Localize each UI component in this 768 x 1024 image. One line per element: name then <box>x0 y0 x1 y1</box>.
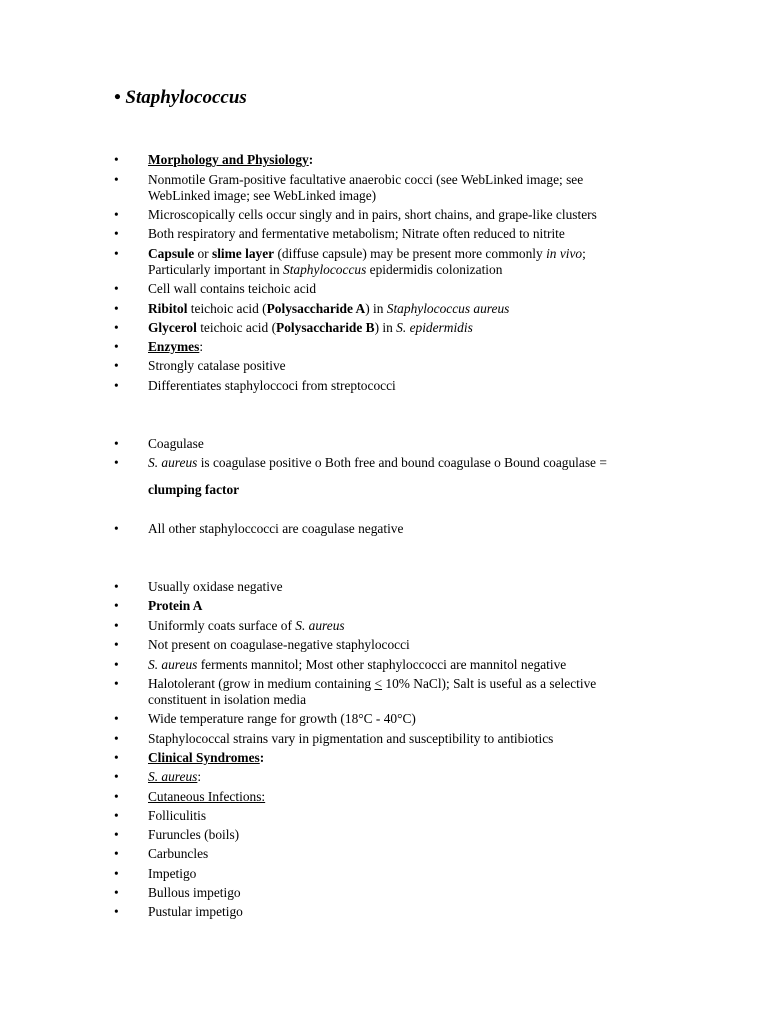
bullet-marker: • <box>114 521 119 536</box>
text-run: Both respiratory and fermentative metabolism; Nitrate often reduced to nitrite <box>148 226 565 241</box>
text-run: Impetigo <box>148 866 197 881</box>
text-run: : <box>197 769 202 784</box>
list-item-text <box>148 358 648 374</box>
text-run: Enzymes <box>148 339 200 354</box>
list-item-text <box>148 904 648 920</box>
text-run: Usually oxidase negative <box>148 579 283 594</box>
bullet-marker: • <box>114 301 119 316</box>
text-run: 10% NaCl); Salt is useful as a selective constituent in isolation media <box>148 676 597 707</box>
text-run: Uniformly coats surface of <box>148 618 296 633</box>
text-run: Ribitol <box>148 301 188 316</box>
text-run: is coagulase positive o Both free and bound coagulase o Bound coagulase = <box>197 455 607 470</box>
text-run: or <box>194 246 212 261</box>
bullet-marker: • <box>114 711 119 726</box>
list-item-text <box>148 637 648 653</box>
bullet-marker: • <box>114 769 119 784</box>
text-run: ferments mannitol; Most other staphyloccocci are mannitol negative <box>197 657 567 672</box>
text-run: Bullous impetigo <box>148 885 241 900</box>
list-item-text <box>148 378 648 394</box>
bullet-marker: • <box>114 676 119 691</box>
list-item-text <box>148 827 648 843</box>
bullet-marker: • <box>114 846 119 861</box>
text-run: Cutaneous Infections: <box>148 789 266 804</box>
list-item-text <box>148 598 648 614</box>
text-run: epidermidis colonization <box>366 261 503 277</box>
text-run: Coagulase <box>148 436 204 451</box>
list-item-text <box>148 885 648 901</box>
text-run: : <box>308 152 314 167</box>
list-item-text <box>148 226 648 242</box>
list-item-text <box>148 750 648 766</box>
bullet-marker: • <box>114 172 119 187</box>
list-item-text <box>148 301 648 317</box>
text-run: Glycerol <box>148 320 197 335</box>
text-run: Staphylococcus aureus <box>386 301 510 316</box>
text-run: Morphology and Physiology <box>148 152 309 167</box>
list-item-text <box>148 482 648 498</box>
text-run: S. aureus <box>148 455 198 470</box>
list-item-text <box>148 657 648 673</box>
bullet-marker: • <box>114 579 119 594</box>
list-item-text <box>148 281 648 297</box>
list-item-text <box>148 579 648 595</box>
text-run: teichoic acid ( <box>196 320 277 335</box>
list-item-text <box>148 789 648 805</box>
bullet-marker: • <box>114 320 119 335</box>
list-item-text <box>148 846 648 862</box>
text-run: Folliculitis <box>148 808 207 823</box>
text-run: Polysaccharide A <box>266 301 366 316</box>
list-item-text <box>148 172 648 203</box>
list-item-text <box>148 866 648 882</box>
text-run: (diffuse capsule) may be present more commonly <box>274 246 547 261</box>
bullet-marker: • <box>114 226 119 241</box>
bullet-marker: • <box>114 789 119 804</box>
list-item-text <box>148 618 648 634</box>
text-run: ) in <box>374 320 397 335</box>
text-run: Not present on coagulase-negative staphylococci <box>148 637 410 652</box>
text-run: clumping factor <box>148 482 240 497</box>
text-run: : <box>199 339 204 354</box>
list-item-text <box>148 731 648 747</box>
bullet-marker: • <box>114 808 119 823</box>
text-run: Strongly catalase positive <box>148 358 286 373</box>
bullet-marker: • <box>114 436 119 451</box>
text-run: S. aureus <box>295 618 345 633</box>
bullet-marker: • <box>114 885 119 900</box>
bullet-marker: • <box>114 657 119 672</box>
text-run: in vivo <box>546 246 583 261</box>
text-run: Nonmotile Gram-positive facultative anaerobic cocci (see WebLinked image; see WebLinked image; see WebLinked image) <box>148 172 584 203</box>
text-run: Halotolerant (grow in medium containing <box>148 676 375 691</box>
bullet-marker: • <box>114 358 119 373</box>
list-item-text <box>148 436 648 452</box>
bullet-marker: • <box>114 378 119 393</box>
text-run: teichoic acid ( <box>187 301 267 316</box>
bullet-marker: • <box>114 618 119 633</box>
text-run: < <box>374 676 383 691</box>
text-run: Staphylococcus <box>283 261 367 277</box>
text-run: Protein A <box>148 598 203 613</box>
bullet-marker: • <box>114 152 119 167</box>
bullet-marker: • <box>114 598 119 613</box>
bullet-marker: • <box>114 246 119 261</box>
text-run: S. aureus <box>148 769 198 784</box>
text-run: Pustular impetigo <box>148 904 243 919</box>
bullet-marker: • <box>114 904 119 919</box>
bullet-marker: • <box>114 281 119 296</box>
text-run: Wide temperature range for growth (18°C - 40°C) <box>148 711 416 726</box>
bullet-marker: • <box>114 455 119 470</box>
list-item-text <box>148 808 648 824</box>
text-run: S. aureus <box>148 657 198 672</box>
text-run: slime layer <box>212 246 275 261</box>
list-item-text <box>148 339 648 355</box>
text-run: S. epidermidis <box>396 320 473 335</box>
list-item-text <box>148 207 648 223</box>
text-run: Polysaccharide B <box>276 320 375 335</box>
bullet-marker: • <box>114 866 119 881</box>
bullet-marker: • <box>114 731 119 746</box>
text-run: Carbuncles <box>148 846 209 861</box>
list-item-text <box>148 676 648 707</box>
list-item-text <box>148 521 648 537</box>
bullet-marker: • <box>114 339 119 354</box>
list-item-text <box>148 246 648 277</box>
text-run: Staphylococcal strains vary in pigmentation and susceptibility to antibiotics <box>148 731 554 746</box>
text-run: ; Particularly important in <box>148 246 586 277</box>
text-run: Capsule <box>148 246 195 261</box>
bullet-marker: • <box>114 637 119 652</box>
bullet-marker: • <box>114 750 119 765</box>
list-item-text <box>148 320 648 336</box>
bullet-marker: • <box>114 207 119 222</box>
text-run: Clinical Syndromes <box>148 750 260 765</box>
list-item-text <box>148 455 648 471</box>
text-run: ) in <box>365 301 387 316</box>
text-run: All other staphyloccocci are coagulase negative <box>148 521 404 536</box>
text-run: Cell wall contains teichoic acid <box>148 281 317 296</box>
text-run: Differentiates staphyloccoci from streptococci <box>148 378 396 393</box>
list-item-text <box>148 769 648 785</box>
text-run: Furuncles (boils) <box>148 827 240 842</box>
list-item-text <box>148 711 648 727</box>
bullet-marker: • <box>114 827 119 842</box>
text-run: Microscopically cells occur singly and in pairs, short chains, and grape-like clusters <box>148 207 597 222</box>
list-item-text <box>148 152 648 168</box>
text-run: : <box>259 750 265 765</box>
page-title: • Staphylococcus <box>114 87 247 108</box>
